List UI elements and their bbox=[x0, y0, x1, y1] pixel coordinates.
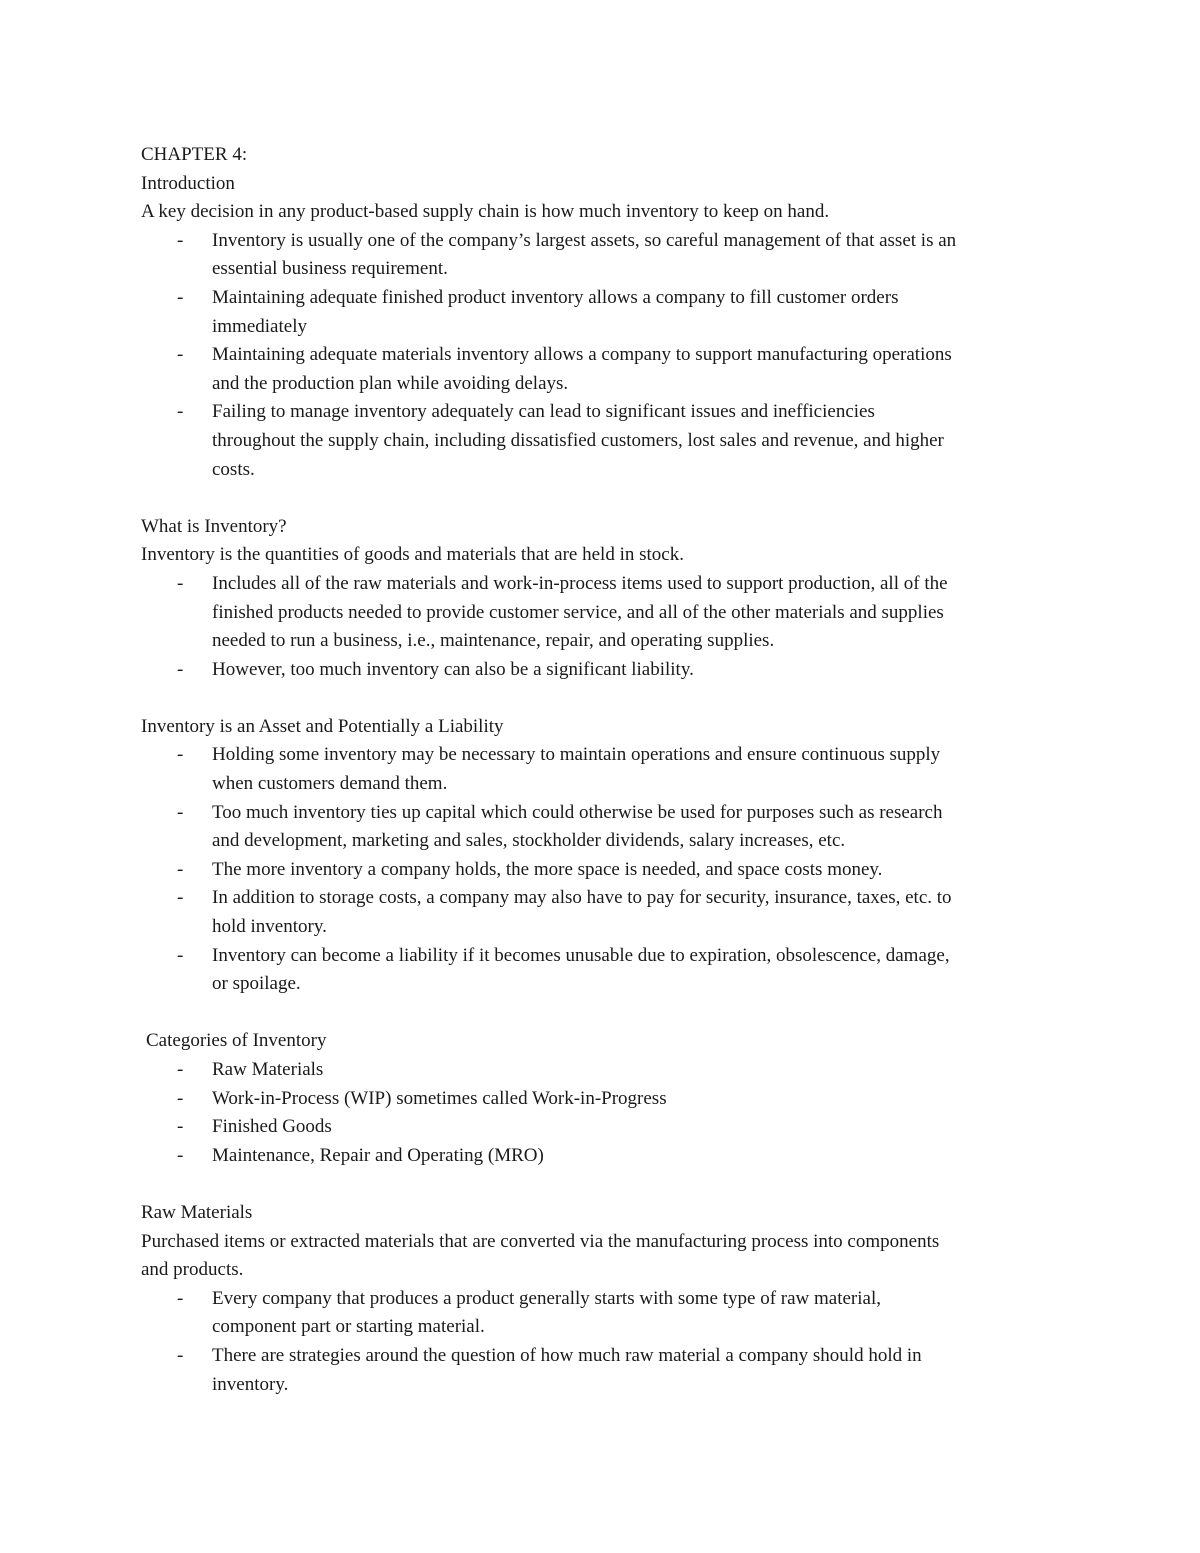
bullet-dash-icon: - bbox=[177, 1144, 184, 1166]
bullet-text-line: throughout the supply chain, including dissatisfied customers, lost sales and revenue, and higher bbox=[212, 429, 944, 451]
bullet-text-line: Inventory is usually one of the company’s largest assets, so careful management of that asset is an bbox=[212, 229, 957, 251]
bullet-item bbox=[141, 656, 1061, 685]
bullet-dash-icon: - bbox=[177, 1087, 184, 1109]
bullet-text-line: immediately bbox=[212, 315, 307, 337]
bullet-dash-icon: - bbox=[177, 858, 184, 880]
bullet-list bbox=[141, 741, 1061, 998]
bullet-text-line: Raw Materials bbox=[212, 1059, 324, 1080]
bullet-item bbox=[141, 1085, 1061, 1114]
bullet-dash-icon: - bbox=[177, 401, 184, 423]
bullet-item bbox=[141, 1285, 1061, 1342]
bullet-item bbox=[141, 398, 1061, 484]
bullet-dash-icon: - bbox=[177, 744, 184, 766]
section-inventory-is-an-asset-and-potentially-a-liability bbox=[141, 713, 1061, 999]
section-what-is-inventory bbox=[141, 513, 1061, 685]
bullet-item bbox=[141, 570, 1061, 656]
document-content bbox=[141, 141, 1061, 1399]
bullet-text-line: hold inventory. bbox=[212, 916, 327, 938]
bullet-dash-icon: - bbox=[177, 944, 184, 966]
bullet-text-line: when customers demand them. bbox=[212, 773, 448, 795]
bullet-text-line: Too much inventory ties up capital which could otherwise be used for purposes such as research bbox=[212, 801, 943, 823]
bullet-text-line: Every company that produces a product generally starts with some type of raw material, bbox=[212, 1287, 881, 1309]
bullet-item bbox=[141, 942, 1061, 999]
section-categories-of-inventory bbox=[141, 1027, 1061, 1170]
bullet-dash-icon: - bbox=[177, 344, 184, 366]
bullet-text-line: and development, marketing and sales, stockholder dividends, salary increases, etc. bbox=[212, 830, 846, 852]
bullet-text-line: Maintenance, Repair and Operating (MRO) bbox=[212, 1144, 544, 1166]
bullet-item bbox=[141, 284, 1061, 341]
bullet-dash-icon: - bbox=[177, 286, 184, 308]
bullet-text-line: The more inventory a company holds, the more space is needed, and space costs money. bbox=[212, 858, 883, 880]
section-introduction bbox=[141, 141, 1061, 484]
bullet-item bbox=[141, 1056, 1061, 1085]
bullet-text-line: Includes all of the raw materials and work-in-process items used to support production, all of the bbox=[212, 572, 948, 594]
bullet-text-line: Holding some inventory may be necessary to maintain operations and ensure continuous supply bbox=[212, 744, 941, 766]
bullet-dash-icon: - bbox=[177, 1287, 184, 1309]
bullet-text-line: Failing to manage inventory adequately can lead to significant issues and inefficiencies bbox=[212, 401, 875, 423]
bullet-text-line: inventory. bbox=[212, 1373, 289, 1395]
bullet-text-line: essential business requirement. bbox=[212, 258, 448, 280]
bullet-list bbox=[141, 1285, 1061, 1399]
bullet-dash-icon: - bbox=[177, 801, 184, 823]
section-raw-materials bbox=[141, 1199, 1061, 1399]
bullet-text-line: In addition to storage costs, a company may also have to pay for security, insurance, taxes, etc. to bbox=[212, 887, 952, 909]
section-heading: Introduction bbox=[141, 172, 235, 194]
bullet-text-line: Maintaining adequate finished product inventory allows a company to fill customer orders bbox=[212, 286, 899, 308]
bullet-item bbox=[141, 1113, 1061, 1142]
bullet-text-line: Work-in-Process (WIP) sometimes called Work-in-Progress bbox=[212, 1087, 667, 1109]
bullet-text-line: There are strategies around the question of how much raw material a company should hold in bbox=[212, 1344, 922, 1366]
section-heading: What is Inventory? bbox=[141, 515, 287, 537]
section-intro-line: Inventory is the quantities of goods and materials that are held in stock. bbox=[141, 544, 684, 566]
bullet-item bbox=[141, 856, 1061, 885]
section-intro-line: and products. bbox=[141, 1259, 244, 1281]
bullet-item bbox=[141, 227, 1061, 284]
bullet-text-line: or spoilage. bbox=[212, 973, 301, 995]
bullet-text-line: Inventory can become a liability if it becomes unusable due to expiration, obsolescence, damage, bbox=[212, 944, 950, 966]
bullet-dash-icon: - bbox=[177, 1344, 184, 1366]
bullet-dash-icon: - bbox=[177, 658, 184, 680]
bullet-item bbox=[141, 1142, 1061, 1171]
bullet-list bbox=[141, 227, 1061, 484]
bullet-item bbox=[141, 741, 1061, 798]
bullet-text-line: However, too much inventory can also be a significant liability. bbox=[212, 658, 694, 680]
chapter-title: CHAPTER 4: bbox=[141, 144, 248, 165]
bullet-text-line: needed to run a business, i.e., maintenance, repair, and operating supplies. bbox=[212, 630, 775, 652]
section-intro-line: Purchased items or extracted materials that are converted via the manufacturing process into components bbox=[141, 1230, 940, 1252]
bullet-item bbox=[141, 1342, 1061, 1399]
bullet-dash-icon: - bbox=[177, 572, 184, 594]
bullet-text-line: Maintaining adequate materials inventory allows a company to support manufacturing operations bbox=[212, 344, 952, 366]
section-intro-line: A key decision in any product-based supply chain is how much inventory to keep on hand. bbox=[141, 201, 830, 223]
bullet-text-line: component part or starting material. bbox=[212, 1316, 485, 1338]
bullet-text-line: costs. bbox=[212, 458, 255, 480]
section-heading: Categories of Inventory bbox=[146, 1030, 327, 1052]
bullet-dash-icon: - bbox=[177, 1116, 184, 1138]
bullet-dash-icon: - bbox=[177, 229, 184, 251]
bullet-list bbox=[141, 570, 1061, 684]
bullet-text-line: finished products needed to provide customer service, and all of the other materials and supplies bbox=[212, 601, 944, 623]
bullet-list bbox=[141, 1056, 1061, 1170]
bullet-text-line: and the production plan while avoiding delays. bbox=[212, 372, 569, 394]
bullet-text-line: Finished Goods bbox=[212, 1116, 332, 1138]
bullet-dash-icon: - bbox=[177, 1059, 184, 1080]
bullet-item bbox=[141, 884, 1061, 941]
bullet-item bbox=[141, 799, 1061, 856]
section-heading: Inventory is an Asset and Potentially a Liability bbox=[141, 715, 504, 737]
section-heading: Raw Materials bbox=[141, 1201, 253, 1223]
bullet-dash-icon: - bbox=[177, 887, 184, 909]
bullet-item bbox=[141, 341, 1061, 398]
